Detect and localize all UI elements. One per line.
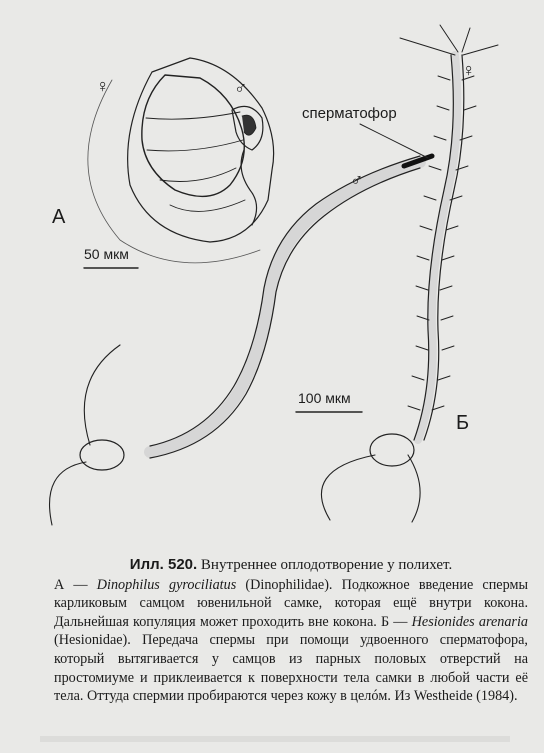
- scale-label-b: 100 мкм: [298, 390, 351, 406]
- female-symbol-a: ♀: [96, 76, 110, 96]
- male-b-tail-cirri: [50, 345, 120, 525]
- female-a-segment: [146, 112, 240, 119]
- female-b-head-cirri: [400, 25, 498, 55]
- caption-number: Илл. 520.: [129, 556, 198, 573]
- caption-a-text: Подкожное введение спермы карликовым самцом ювенильной самке, которая ещё внутри кокона. Дальнейшая копуляция может проходить вне кокона.: [54, 576, 528, 630]
- female-a-segment: [160, 168, 236, 182]
- male-a-tail: [241, 150, 256, 225]
- female-a-segment: [170, 200, 245, 211]
- cocoon-outer-shell: [88, 80, 260, 263]
- male-b-body: [150, 162, 420, 452]
- figure-caption: [54, 556, 528, 706]
- male-b-edge: [150, 156, 420, 446]
- male-symbol-a: ♂: [234, 78, 248, 98]
- caption-a-species: Dinophilus gyrociliatus: [96, 576, 237, 593]
- male-b-edge: [150, 168, 420, 458]
- female-a-body: [142, 75, 244, 196]
- caption-b-prefix: Б —: [381, 613, 412, 630]
- female-a-segment: [147, 140, 243, 151]
- female-b-parapodia: [408, 76, 476, 410]
- label-b: Б: [456, 412, 470, 434]
- female-b-tail-cirri: [321, 455, 420, 522]
- male-b-tail-pad: [80, 440, 124, 470]
- male-a-inner: [242, 115, 256, 135]
- scale-label-a: 50 мкм: [84, 246, 129, 262]
- bleed-through-line: [40, 736, 510, 742]
- female-symbol-b: ♀: [462, 60, 476, 80]
- caption-title: Внутреннее оплодотворение у полихет.: [200, 557, 453, 573]
- caption-b-family: (Hesionidae).: [54, 632, 143, 649]
- spermatophore-pointer: [360, 124, 428, 158]
- caption-b-species: Hesionides arenaria: [411, 613, 528, 630]
- male-symbol-b: ♂: [350, 170, 364, 190]
- caption-a-family: (Dinophilidae).: [236, 576, 342, 593]
- label-a: А: [52, 206, 66, 228]
- caption-a-prefix: А —: [54, 576, 97, 593]
- caption-title-line: [54, 556, 528, 575]
- caption-b-text: Передача спермы при помощи удвоенного сперматофора, который вытягивается у самцов из парных половых отверстий на простомиуме и приклеивается к поверхности тела самки в любой части её тела. Оттуда спермии пробираются через кожу в целóм. Из Westheide (1984).: [54, 632, 528, 705]
- spermatophore-label: сперматофор: [302, 105, 397, 122]
- female-b-tail-pad: [370, 434, 414, 466]
